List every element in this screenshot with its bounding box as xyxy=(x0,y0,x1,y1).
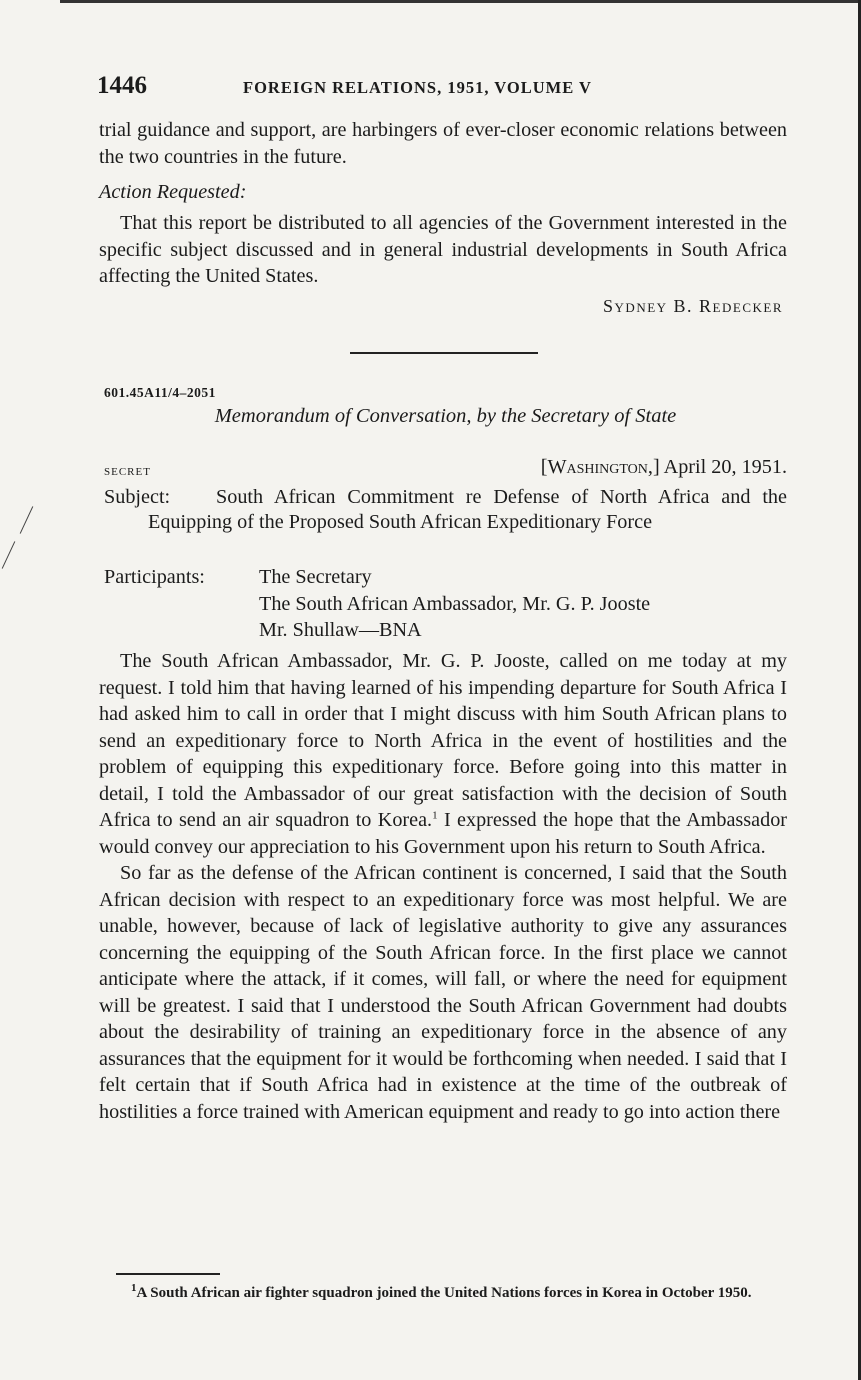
subject-text: South African Commitment re Defense of North Africa and the Equipping of the Proposed South African Expeditionary Force xyxy=(148,486,787,533)
section-divider xyxy=(350,352,538,354)
margin-scratch-mark xyxy=(2,541,16,569)
continuation-paragraph xyxy=(99,117,787,170)
footnote-reference: 1 xyxy=(432,809,438,822)
file-number: 601.45A11/4–2051 xyxy=(104,385,216,400)
dateline xyxy=(541,456,787,479)
footnote-text: A South African air fighter squadron joined the United Nations forces in Korea in October 1950. xyxy=(136,1285,752,1301)
memo-body xyxy=(99,648,787,1125)
participants-block xyxy=(104,564,787,644)
memo-paragraph-1 xyxy=(99,648,787,860)
action-heading: Action Requested: xyxy=(99,181,247,203)
dateline-date: April 20, 1951. xyxy=(663,456,787,478)
running-head: FOREIGN RELATIONS, 1951, VOLUME V xyxy=(243,78,592,97)
page-top-edge xyxy=(60,0,861,3)
participants-list xyxy=(104,564,787,644)
footnote-marker: 1 xyxy=(131,1282,137,1294)
footnote-rule xyxy=(116,1273,220,1275)
continuation-text: trial guidance and support, are harbingers of ever-closer economic relations between the two countries in the future. xyxy=(99,119,787,168)
paragraph-1-text: The South African Ambassador, Mr. G. P. Jooste, called on me today at my request. I told him that having learned of his impending departure for South Africa I had asked him to call in order that I might discuss with him South African plans to send an expeditionary force to North Africa in the event of hostilities and the problem of equipping this expeditionary force. Before going into this matter in detail, I told the Ambassador of our great satisfaction with the decision of South Africa to send an air squadron to Korea. xyxy=(99,650,787,831)
document-title: Memorandum of Conversation, by the Secretary of State xyxy=(214,405,677,427)
participant-item: Mr. Shullaw—BNA xyxy=(259,619,422,641)
footnote xyxy=(116,1283,801,1304)
action-paragraph xyxy=(99,210,787,290)
paragraph-1-end: I expressed the hope that the Ambassador would convey our appreciation to his Government upon his return to South Africa. xyxy=(99,809,788,858)
participant-item: The South African Ambassador, Mr. G. P. Jooste xyxy=(259,592,651,615)
subject-block xyxy=(104,485,787,534)
signature: Sydney B. Redecker xyxy=(603,296,783,316)
margin-scratch-mark xyxy=(20,506,34,534)
classification-label: secret xyxy=(104,463,151,479)
subject-label: Subject: xyxy=(104,486,171,508)
page-number: 1446 xyxy=(97,72,147,99)
dateline-place: [Washington,] xyxy=(540,456,660,478)
participant-item: The Secretary xyxy=(259,566,372,588)
page-header xyxy=(97,72,787,106)
participants-label: Participants: xyxy=(104,566,205,588)
action-text: That this report be distributed to all agencies of the Government interested in the specific subject discussed and in general industrial developments in South Africa affecting the United States. xyxy=(99,212,787,287)
memo-paragraph-2: So far as the defense of the African continent is concerned, I said that the South African decision with respect to an expeditionary force was most helpful. We are unable, however, because of lack of legislative authority to give any assurances concerning the equipping of the South African force. In the first place we cannot anticipate where the attack, if it comes, will fall, or where the need for equipment will be greatest. I said that I understood the South African Government had doubts about the desirability of training an expeditionary force in the absence of any assurances that the equipment for it would be forthcoming when needed. I said that I felt certain that if South Africa had in existence at the time of the outbreak of hostilities a force trained with American equipment and ready to go into action there xyxy=(99,862,787,1123)
